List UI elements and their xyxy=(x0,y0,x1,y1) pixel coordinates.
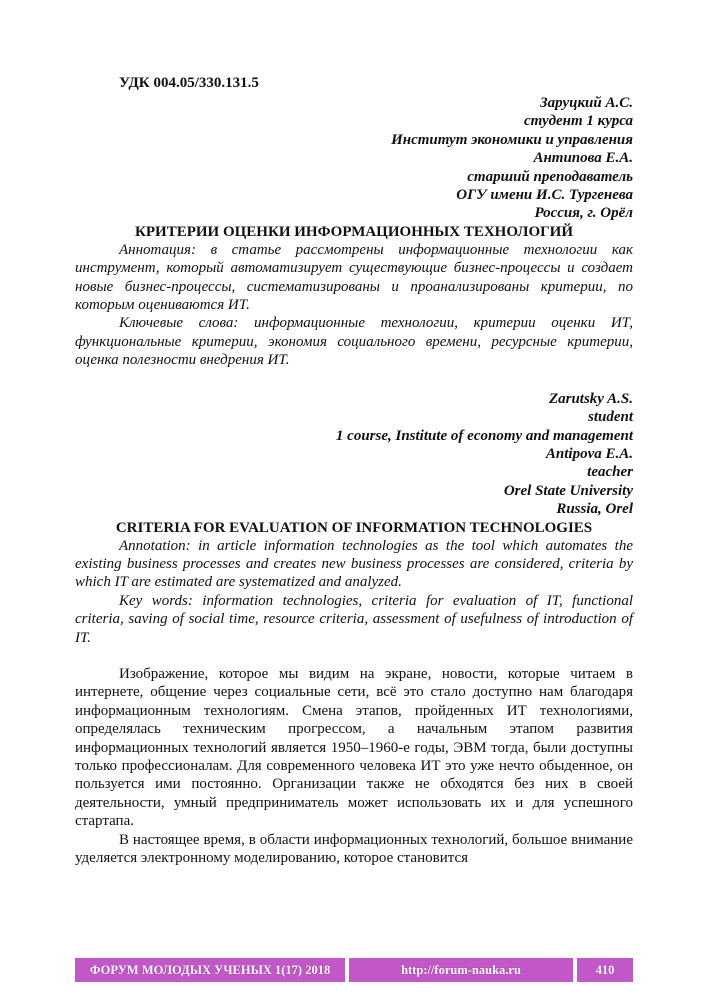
body-paragraph: В настоящее время, в области информационных технологий, большое внимание уделяется электронному моделированию, которое становится xyxy=(75,831,633,867)
en-title: CRITERIA FOR EVALUATION OF INFORMATION TECHNOLOGIES xyxy=(115,519,593,536)
udk-code: УДК 004.05/330.131.5 xyxy=(119,75,259,91)
journal-url[interactable]: http://forum-nauka.ru xyxy=(349,958,573,982)
ru-author-line: старший преподаватель xyxy=(467,168,633,185)
en-author-block xyxy=(75,390,633,519)
en-author-line: Zarutsky A.S. xyxy=(548,390,633,407)
en-keywords: Key words: information technologies, criteria for evaluation of IT, functional criteria, saving of social time, resource criteria, assessment of usefulness of introduction of IT. xyxy=(75,592,633,646)
en-author-line: Antipova E.A. xyxy=(545,445,633,462)
en-annotation: Annotation: in article information technologies as the tool which automates the existing business processes and creates new business processes are considered, criteria by which IT are estimated are systematized and analyzed. xyxy=(75,537,633,591)
ru-author-line: Заруцкий А.С. xyxy=(540,95,633,111)
en-author-line: student xyxy=(587,409,633,426)
ru-author-line: Россия, г. Орёл xyxy=(534,205,633,222)
ru-annotation: Аннотация: в статье рассмотрены информационные технологии как инструмент, который автоматизирует существующие бизнес-процессы и создает новые бизнес-процессы, систематизированы и проанализированы критерии, по которым оцениваются ИТ. xyxy=(75,241,633,314)
page-number: 410 xyxy=(577,958,633,982)
ru-author-line: ОГУ имени И.С. Тургенева xyxy=(456,187,633,204)
ru-author-line: Институт экономики и управления xyxy=(391,131,633,148)
en-author-line: Orel State University xyxy=(503,482,633,499)
ru-keywords: Ключевые слова: информационные технологии, критерии оценки ИТ, функциональные критерии, экономия социального времени, ресурсные критерии, оценка полезности внедрения ИТ. xyxy=(75,315,633,369)
page-footer xyxy=(75,958,633,982)
article xyxy=(75,74,633,867)
en-author-line: Russia, Orel xyxy=(556,501,633,518)
body-paragraph: Изображение, которое мы видим на экране, новости, которые читаем в интернете, общение через социальные сети, всё это стало доступно нам благодаря информационным технологиям. Смена этапов, пройденных ИТ технологиями, определялась техническим прогрессом, а начальным этапом развития информационных технологий является 1950–1960-е годы, ЭВМ тогда, были доступны только профессионалам. Для современного человека ИТ это уже нечто обыденное, он пользуется ими постоянно. Организации также не обходятся без них в своей деятельности, умный предприниматель может использовать их и для успешного стартапа. xyxy=(75,665,633,830)
ru-title: КРИТЕРИИ ОЦЕНКИ ИНФОРМАЦИОННЫХ ТЕХНОЛОГИЙ xyxy=(134,223,573,240)
en-author-line: teacher xyxy=(587,464,633,481)
ru-author-line: студент 1 курса xyxy=(524,113,633,130)
ru-author-line: Антипова Е.А. xyxy=(533,150,633,167)
en-author-line: 1 course, Institute of economy and management xyxy=(335,427,633,444)
ru-author-block xyxy=(75,94,633,223)
journal-name: ФОРУМ МОЛОДЫХ УЧЕНЫХ 1(17) 2018 xyxy=(75,958,345,982)
